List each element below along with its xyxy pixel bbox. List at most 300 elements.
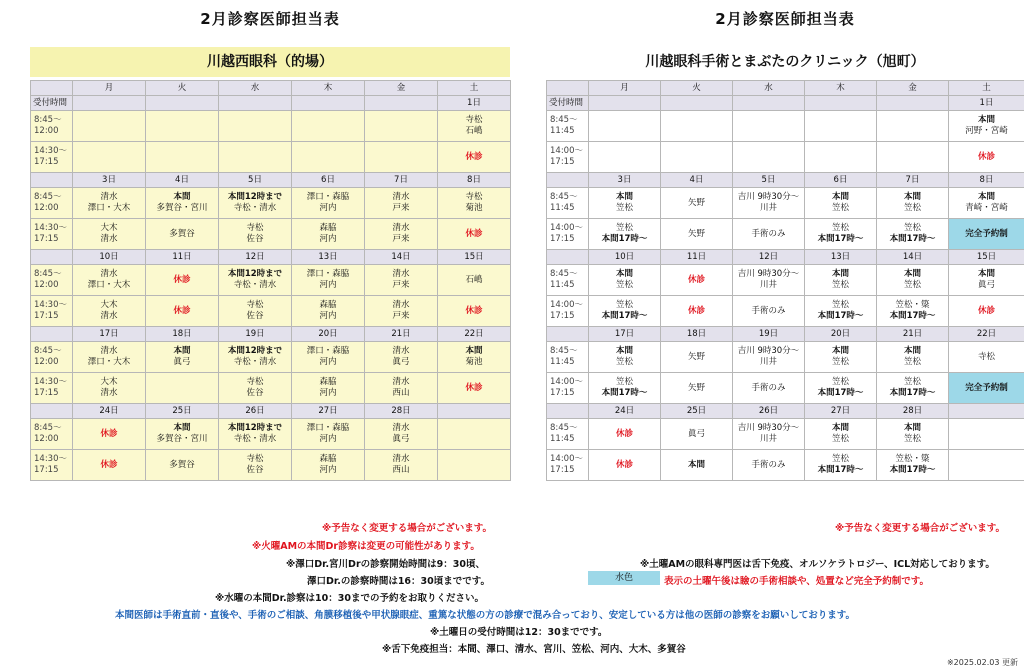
am-doctor-cell xyxy=(292,265,365,296)
am-doctor-cell xyxy=(661,265,733,296)
date-cell: 19日 xyxy=(733,327,805,342)
doctor-name: 眞弓 xyxy=(977,280,995,290)
date-cell: 20日 xyxy=(805,327,877,342)
doctor-name: 河内 xyxy=(319,357,337,367)
doctor-name: 森脇 xyxy=(319,300,337,310)
doctor-name: 笠松 xyxy=(831,203,849,213)
doctor-name: 寺松 xyxy=(246,454,264,464)
pm-doctor-cell xyxy=(805,373,877,404)
doctor-name: 本間17時〜 xyxy=(601,234,648,244)
doctor-name: 川井 xyxy=(759,203,777,213)
am-time-label xyxy=(547,188,589,219)
doctor-name: 本間 xyxy=(903,269,921,279)
closed-label: 休診 xyxy=(687,274,705,285)
pm-doctor-cell xyxy=(661,219,733,250)
pm-doctor-cell xyxy=(805,142,877,173)
time-line: 12:00 xyxy=(34,203,59,213)
doctor-name: 本間 xyxy=(831,269,849,279)
am-doctor-cell xyxy=(733,342,805,373)
doctor-name: 本間17時〜 xyxy=(817,234,864,244)
pm-doctor-cell xyxy=(73,373,146,404)
am-doctor-cell xyxy=(365,265,438,296)
am-time-label xyxy=(31,188,73,219)
doctor-name: 本間 xyxy=(615,346,633,356)
am-doctor-cell xyxy=(805,265,877,296)
doctor-name: 眞弓 xyxy=(392,357,410,367)
pm-doctor-cell xyxy=(219,219,292,250)
doctor-name: 本間17時〜 xyxy=(889,311,936,321)
doctor-name: 笠松 xyxy=(831,434,849,444)
pm-doctor-cell xyxy=(733,296,805,327)
am-doctor-cell xyxy=(805,111,877,142)
time-line: 12:00 xyxy=(34,357,59,367)
pm-doctor-cell xyxy=(877,373,949,404)
doctor-name: 清水 xyxy=(392,346,410,356)
doctor-name: 清水 xyxy=(392,223,410,233)
date-cell: 4日 xyxy=(146,173,219,188)
closed-label: 休診 xyxy=(100,459,118,470)
reservation-only-label: 完全予約制 xyxy=(965,382,1008,393)
date-cell: 7日 xyxy=(365,173,438,188)
time-line: 14:00〜 xyxy=(550,146,583,156)
date-cell: 10日 xyxy=(589,250,661,265)
time-line: 17:15 xyxy=(550,234,575,244)
doctor-name: 寺松・清水 xyxy=(233,203,277,213)
doctor-name: 本間17時〜 xyxy=(889,465,936,475)
reservation-only-label: 完全予約制 xyxy=(965,228,1008,239)
pm-doctor-cell xyxy=(438,373,511,404)
pm-doctor-cell xyxy=(292,296,365,327)
am-doctor-cell xyxy=(292,111,365,142)
doctor-name: 眞弓 xyxy=(687,428,705,439)
doctor-name: 西山 xyxy=(392,465,410,475)
time-line: 17:15 xyxy=(550,311,575,321)
time-line: 17:15 xyxy=(550,465,575,475)
doctor-name: 笠松 xyxy=(615,280,633,290)
pm-doctor-cell xyxy=(589,373,661,404)
doctor-name: 笠松 xyxy=(903,223,921,233)
pm-doctor-cell xyxy=(805,219,877,250)
am-doctor-cell xyxy=(661,342,733,373)
pm-doctor-cell xyxy=(949,142,1024,173)
doctor-name: 本間17時〜 xyxy=(889,234,936,244)
doctor-name: 河野・宮崎 xyxy=(965,126,1008,136)
doctor-name: 手術のみ xyxy=(751,459,786,470)
date-cell xyxy=(805,96,877,111)
date-blank xyxy=(31,250,73,265)
doctor-name: 笠松 xyxy=(615,357,633,367)
pm-doctor-cell xyxy=(661,142,733,173)
doctor-name: 森脇 xyxy=(319,377,337,387)
time-line: 11:45 xyxy=(550,357,575,367)
date-cell: 7日 xyxy=(877,173,949,188)
am-doctor-cell xyxy=(365,342,438,373)
date-blank xyxy=(547,327,589,342)
am-doctor-cell xyxy=(877,111,949,142)
doctor-name: 戸来 xyxy=(392,311,410,321)
am-doctor-cell xyxy=(438,419,511,450)
date-cell: 27日 xyxy=(292,404,365,419)
time-line: 14:30〜 xyxy=(34,223,67,233)
doctor-name: 清水 xyxy=(100,346,118,356)
doctor-name: 本間 xyxy=(977,269,995,279)
pm-doctor-cell xyxy=(589,296,661,327)
doctor-name: 戸来 xyxy=(392,280,410,290)
doctor-name: 笠松 xyxy=(831,300,849,310)
date-cell xyxy=(292,96,365,111)
time-line: 11:45 xyxy=(550,434,575,444)
doctor-name: 寺松 xyxy=(246,223,264,233)
am-doctor-cell xyxy=(438,111,511,142)
am-doctor-cell xyxy=(949,265,1024,296)
doctor-name: 澤口・森脇 xyxy=(306,346,350,356)
closed-label: 休診 xyxy=(465,305,483,316)
date-cell: 22日 xyxy=(949,327,1024,342)
doctor-name: 本間 xyxy=(173,192,191,202)
pm-time-label xyxy=(31,373,73,404)
date-cell: 14日 xyxy=(877,250,949,265)
notice-saturday-reception: ※土曜日の受付時間は12：30までです。 xyxy=(430,627,608,638)
closed-label: 休診 xyxy=(465,151,483,162)
am-doctor-cell xyxy=(877,188,949,219)
doctor-name: 本間12時まで xyxy=(227,346,283,356)
doctor-name: 川井 xyxy=(759,434,777,444)
date-cell xyxy=(365,96,438,111)
closed-label: 休診 xyxy=(465,382,483,393)
day-header: 金 xyxy=(365,81,438,96)
date-cell xyxy=(438,404,511,419)
doctor-name: 清水 xyxy=(392,377,410,387)
pm-doctor-cell xyxy=(146,142,219,173)
date-blank xyxy=(31,173,73,188)
doctor-name: 本間12時まで xyxy=(227,423,283,433)
am-doctor-cell xyxy=(661,419,733,450)
day-header: 火 xyxy=(661,81,733,96)
day-header: 月 xyxy=(73,81,146,96)
pm-doctor-cell xyxy=(219,373,292,404)
date-cell: 24日 xyxy=(73,404,146,419)
date-cell: 14日 xyxy=(365,250,438,265)
date-cell: 25日 xyxy=(661,404,733,419)
doctor-name: 清水 xyxy=(392,269,410,279)
pm-time-label xyxy=(31,219,73,250)
day-header-blank xyxy=(547,81,589,96)
am-doctor-cell xyxy=(589,265,661,296)
pm-doctor-cell xyxy=(589,142,661,173)
time-line: 14:30〜 xyxy=(34,146,67,156)
doctor-name: 笠松 xyxy=(903,357,921,367)
doctor-name: 多賀谷・宮川 xyxy=(156,203,208,213)
doctor-name: 清水 xyxy=(392,423,410,433)
am-doctor-cell xyxy=(219,111,292,142)
closed-label: 休診 xyxy=(465,228,483,239)
doctor-name: 笠松 xyxy=(903,434,921,444)
doctor-name: 笠松・簗 xyxy=(895,300,930,310)
date-cell: 21日 xyxy=(365,327,438,342)
time-line: 8:45〜 xyxy=(550,192,578,202)
doctor-name: 青崎・宮崎 xyxy=(965,203,1008,213)
right-clinic-name: 川越眼科手術とまぶたのクリニック（旭町） xyxy=(546,47,1024,77)
am-doctor-cell xyxy=(219,342,292,373)
pm-doctor-cell xyxy=(877,219,949,250)
date-cell xyxy=(949,404,1024,419)
doctor-name: 本間 xyxy=(173,423,191,433)
doctor-name: 笠松 xyxy=(615,377,633,387)
doctor-name: 河内 xyxy=(319,234,337,244)
am-doctor-cell xyxy=(949,111,1024,142)
pm-doctor-cell xyxy=(73,296,146,327)
pm-doctor-cell xyxy=(146,373,219,404)
am-doctor-cell xyxy=(805,188,877,219)
time-line: 17:15 xyxy=(550,388,575,398)
am-doctor-cell xyxy=(365,419,438,450)
am-doctor-cell xyxy=(733,265,805,296)
date-cell: 15日 xyxy=(438,250,511,265)
am-doctor-cell xyxy=(589,419,661,450)
legend-text: 表示の土曜午後は瞼の手術相談や、処置など完全予約制です。 xyxy=(664,576,930,587)
doctor-name: 佐谷 xyxy=(246,234,264,244)
doctor-name: 寺松 xyxy=(465,115,483,125)
time-line: 12:00 xyxy=(34,126,59,136)
doctor-name: 河内 xyxy=(319,311,337,321)
doctor-name: 戸来 xyxy=(392,203,410,213)
closed-label: 休診 xyxy=(100,428,118,439)
am-doctor-cell xyxy=(733,188,805,219)
date-cell: 17日 xyxy=(589,327,661,342)
pm-doctor-cell xyxy=(438,219,511,250)
pm-doctor-cell xyxy=(589,450,661,481)
doctor-name: 西山 xyxy=(392,388,410,398)
doctor-name: 本間17時〜 xyxy=(817,465,864,475)
doctor-name: 石嶋 xyxy=(465,126,483,136)
am-doctor-cell xyxy=(877,419,949,450)
time-line: 17:15 xyxy=(34,388,59,398)
doctor-name: 本間 xyxy=(903,346,921,356)
doctor-name: 大木 xyxy=(100,223,118,233)
doctor-name: 笠松 xyxy=(903,203,921,213)
doctor-name: 寺松・清水 xyxy=(233,357,277,367)
date-cell: 26日 xyxy=(733,404,805,419)
am-doctor-cell xyxy=(73,188,146,219)
doctor-name: 矢野 xyxy=(687,228,705,239)
doctor-name: 清水 xyxy=(392,300,410,310)
pm-doctor-cell xyxy=(877,450,949,481)
doctor-name: 清水 xyxy=(100,234,118,244)
doctor-name: 眞弓 xyxy=(392,434,410,444)
doctor-name: 佐谷 xyxy=(246,465,264,475)
date-cell: 21日 xyxy=(877,327,949,342)
date-cell xyxy=(733,96,805,111)
day-header: 火 xyxy=(146,81,219,96)
am-doctor-cell xyxy=(219,265,292,296)
am-doctor-cell xyxy=(589,342,661,373)
pm-time-label xyxy=(31,450,73,481)
doctor-name: 本間17時〜 xyxy=(817,311,864,321)
pm-doctor-cell xyxy=(365,450,438,481)
doctor-name: 寺松 xyxy=(246,377,264,387)
pm-time-label xyxy=(547,142,589,173)
date-cell: 18日 xyxy=(146,327,219,342)
date-cell: 8日 xyxy=(438,173,511,188)
am-doctor-cell xyxy=(73,265,146,296)
reception-label: 受付時間 xyxy=(547,96,589,111)
doctor-name: 眞弓 xyxy=(173,357,191,367)
closed-label: 休診 xyxy=(173,274,191,285)
closed-label: 休診 xyxy=(977,151,995,162)
date-cell: 6日 xyxy=(805,173,877,188)
left-schedule-table xyxy=(30,80,511,481)
doctor-name: 本間17時〜 xyxy=(601,311,648,321)
pm-time-label xyxy=(547,219,589,250)
date-cell: 18日 xyxy=(661,327,733,342)
doctor-name: 河内 xyxy=(319,203,337,213)
am-doctor-cell xyxy=(949,188,1024,219)
doctor-name: 川井 xyxy=(759,357,777,367)
date-cell: 8日 xyxy=(949,173,1024,188)
am-doctor-cell xyxy=(589,111,661,142)
time-line: 11:45 xyxy=(550,280,575,290)
am-time-label xyxy=(547,111,589,142)
pm-doctor-cell xyxy=(949,450,1024,481)
date-cell xyxy=(589,96,661,111)
doctor-name: 澤口・大木 xyxy=(87,357,131,367)
time-line: 8:45〜 xyxy=(34,192,62,202)
pm-doctor-cell xyxy=(292,450,365,481)
notice-change-left: ※予告なく変更する場合がございます。 xyxy=(322,523,492,534)
pm-doctor-cell xyxy=(877,296,949,327)
date-blank xyxy=(31,327,73,342)
doctor-name: 河内 xyxy=(319,280,337,290)
doctor-name: 清水 xyxy=(100,388,118,398)
doctor-name: 笠松 xyxy=(903,377,921,387)
pm-doctor-cell xyxy=(219,296,292,327)
am-doctor-cell xyxy=(805,342,877,373)
time-line: 14:30〜 xyxy=(34,454,67,464)
left-page-title: 2月診察医師担当表 xyxy=(200,10,340,28)
time-line: 12:00 xyxy=(34,280,59,290)
time-line: 14:00〜 xyxy=(550,223,583,233)
day-header-blank xyxy=(31,81,73,96)
doctor-name: 清水 xyxy=(100,192,118,202)
pm-doctor-cell xyxy=(219,142,292,173)
date-cell: 6日 xyxy=(292,173,365,188)
doctor-name: 佐谷 xyxy=(246,311,264,321)
date-blank xyxy=(547,173,589,188)
doctor-name: 本間 xyxy=(977,115,995,125)
pm-doctor-cell xyxy=(146,450,219,481)
doctor-name: 寺松 xyxy=(246,300,264,310)
doctor-name: 川井 xyxy=(759,280,777,290)
am-doctor-cell xyxy=(146,419,219,450)
am-doctor-cell xyxy=(219,188,292,219)
date-cell: 5日 xyxy=(219,173,292,188)
doctor-name: 笠松 xyxy=(831,223,849,233)
doctor-name: 本間12時まで xyxy=(227,192,283,202)
doctor-name: 河内 xyxy=(319,434,337,444)
doctor-name: 清水 xyxy=(100,311,118,321)
doctor-name: 矢野 xyxy=(687,197,705,208)
time-line: 8:45〜 xyxy=(550,115,578,125)
doctor-name: 森脇 xyxy=(319,454,337,464)
pm-doctor-cell xyxy=(661,450,733,481)
doctor-name: 本間 xyxy=(903,423,921,433)
date-cell xyxy=(877,96,949,111)
time-line: 8:45〜 xyxy=(34,346,62,356)
doctor-name: 戸来 xyxy=(392,234,410,244)
pm-doctor-cell xyxy=(661,373,733,404)
doctor-name: 清水 xyxy=(392,192,410,202)
doctor-name: 本間 xyxy=(615,269,633,279)
am-doctor-cell xyxy=(733,111,805,142)
doctor-name: 本間 xyxy=(465,346,483,356)
pm-doctor-cell xyxy=(73,450,146,481)
day-header: 木 xyxy=(292,81,365,96)
pm-doctor-cell xyxy=(438,450,511,481)
am-time-label xyxy=(547,265,589,296)
doctor-name: 澤口・森脇 xyxy=(306,269,350,279)
doctor-name: 本間12時まで xyxy=(227,269,283,279)
pm-doctor-cell xyxy=(949,219,1024,250)
doctor-name: 手術のみ xyxy=(751,305,786,316)
am-doctor-cell xyxy=(146,342,219,373)
pm-doctor-cell xyxy=(292,373,365,404)
date-cell: 13日 xyxy=(292,250,365,265)
doctor-name: 吉川 9時30分〜 xyxy=(737,192,800,202)
date-cell: 11日 xyxy=(146,250,219,265)
closed-label: 休診 xyxy=(977,305,995,316)
time-line: 14:00〜 xyxy=(550,300,583,310)
doctor-name: 笠松・簗 xyxy=(895,454,930,464)
pm-doctor-cell xyxy=(733,142,805,173)
doctor-name: 多賀谷・宮川 xyxy=(156,434,208,444)
pm-doctor-cell xyxy=(949,373,1024,404)
pm-doctor-cell xyxy=(365,296,438,327)
am-doctor-cell xyxy=(589,188,661,219)
doctor-name: 本間 xyxy=(831,423,849,433)
doctor-name: 菊池 xyxy=(465,357,483,367)
doctor-name: 澤口・森脇 xyxy=(306,423,350,433)
time-line: 17:15 xyxy=(34,157,59,167)
time-line: 8:45〜 xyxy=(550,269,578,279)
legend-swatch: 水色 xyxy=(588,571,660,585)
day-header: 土 xyxy=(949,81,1024,96)
time-line: 17:15 xyxy=(34,465,59,475)
date-cell: 17日 xyxy=(73,327,146,342)
pm-doctor-cell xyxy=(949,296,1024,327)
am-doctor-cell xyxy=(877,342,949,373)
pm-doctor-cell xyxy=(292,142,365,173)
time-line: 11:45 xyxy=(550,126,575,136)
doctor-name: 本間 xyxy=(173,346,191,356)
doctor-name: 笠松 xyxy=(831,454,849,464)
date-cell: 26日 xyxy=(219,404,292,419)
am-doctor-cell xyxy=(365,188,438,219)
am-doctor-cell xyxy=(661,111,733,142)
doctor-name: 大木 xyxy=(100,300,118,310)
pm-doctor-cell xyxy=(146,296,219,327)
am-time-label xyxy=(547,342,589,373)
date-cell: 25日 xyxy=(146,404,219,419)
pm-doctor-cell xyxy=(733,450,805,481)
time-line: 14:00〜 xyxy=(550,454,583,464)
doctor-name: 清水 xyxy=(392,454,410,464)
am-doctor-cell xyxy=(877,265,949,296)
date-cell: 5日 xyxy=(733,173,805,188)
pm-doctor-cell xyxy=(733,373,805,404)
pm-doctor-cell xyxy=(438,296,511,327)
date-cell: 24日 xyxy=(589,404,661,419)
date-cell: 22日 xyxy=(438,327,511,342)
